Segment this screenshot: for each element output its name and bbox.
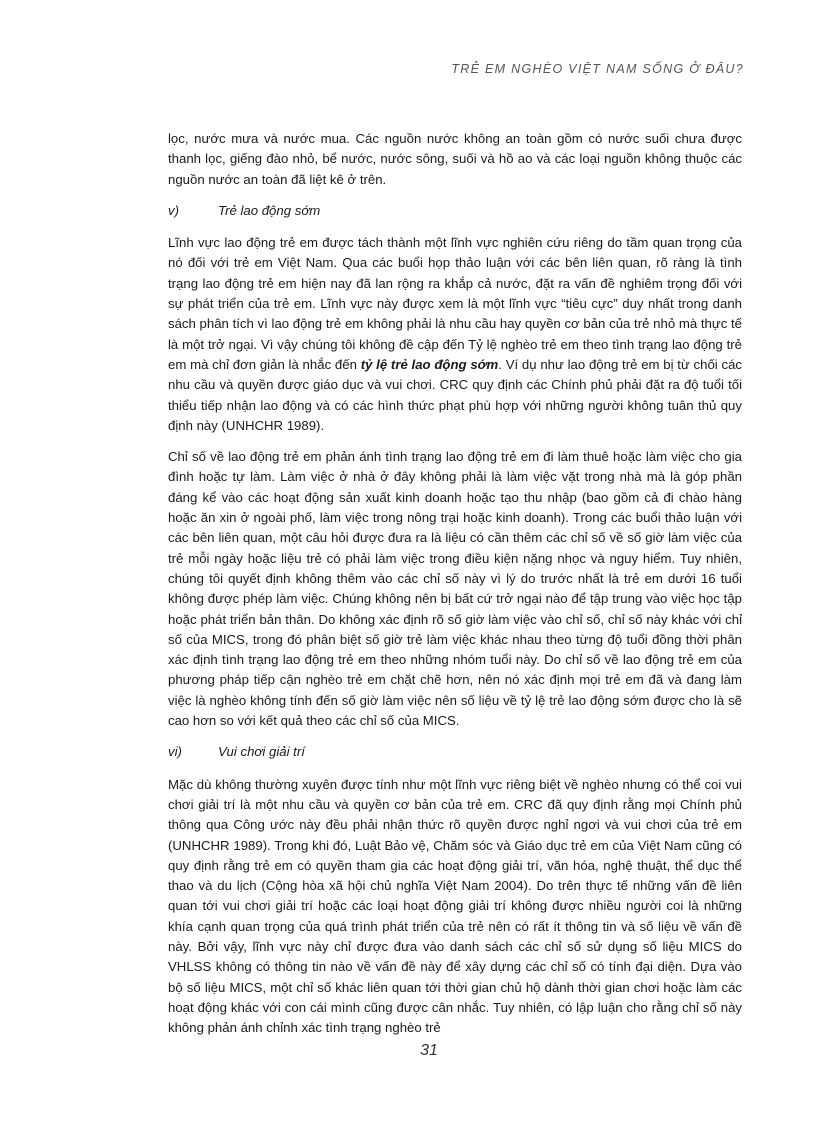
running-header: TRẺ EM NGHÈO VIỆT NAM SỐNG Ở ĐÂU? bbox=[451, 62, 744, 76]
emphasis-early-labour-rate: tỷ lệ trẻ lao động sớm bbox=[360, 356, 499, 372]
section-title: Vui chơi giải trí bbox=[218, 744, 305, 760]
page-number: 31 bbox=[420, 1042, 438, 1059]
section-heading-recreation bbox=[168, 742, 742, 762]
paragraph-text: . Ví dụ như lao động trẻ em bị từ chối các nhu cầu và quyền được giáo dục và vui chơi. CRC quy định các Chính phủ phải đặt ra độ tuổi tối thiểu tiếp nhận lao động và có các hình thức phạt phù hợp với những người không tuân thủ quy định này (UNHCHR 1989). bbox=[168, 356, 743, 433]
section-heading-child-labour bbox=[168, 201, 742, 221]
document-body bbox=[168, 129, 742, 1049]
paragraph-text: Lĩnh vực lao động trẻ em được tách thành một lĩnh vực nghiên cứu riêng do tầm quan trọng của nó đối với trẻ em Việt Nam. Qua các buổi họp thảo luận với các bên liên quan, rõ ràng là tình trạng lao động trẻ em hiện nay đã lan rộng ra khắp cả nước, đặt ra vấn đề nghiêm trọng đối với sự phát triển của trẻ em. Lĩnh vực này được xem là một lĩnh vực “tiêu cực” duy nhất trong danh sách phân tích vì lao động trẻ em không phải là nhu cầu hay quyền cơ bản của trẻ nhỏ mà thực tế là một trở ngại. Vì vậy chúng tôi không đề cập đến Tỷ lệ nghèo trẻ em theo tình trạng lao động trẻ em mà chỉ đơn giản là nhắc đến bbox=[168, 235, 742, 372]
section-number: v) bbox=[168, 202, 179, 218]
paragraph-recreation: Mặc dù không thường xuyên được tính như một lĩnh vực riêng biệt về nghèo nhưng có thể coi vui chơi giải trí là một nhu cầu và quyền cơ bản của trẻ em. CRC đã quy định rằng mọi Chính phủ thông qua Công ước này đều phải nhận thức rõ quyền được nghỉ ngơi và vui chơi của trẻ em (UNHCHR 1989). Trong khi đó, Luật Bảo vệ, Chăm sóc và Giáo dục trẻ em của Việt Nam cũng có quy định rằng trẻ em có quyền tham gia các hoạt động giải trí, văn hóa, nghệ thuật, thể dục thể thao và du lịch (Cộng hòa xã hội chủ nghĩa Việt Nam 2004). Do trên thực tế những vấn đề liên quan tới vui chơi giải trí hoặc các loại hoạt động giải trí không được nhiều người coi là những khía cạnh quan trọng của quá trình phát triển của trẻ nên có rất ít thông tin và số liệu về vấn đề này. Bởi vậy, lĩnh vực này chỉ được đưa vào danh sách các chỉ số sử dụng số liệu MICS do VHLSS không có thông tin nào về vấn đề này để xây dựng các chỉ số có tính đại diện. Dựa vào bộ số liệu MICS, một chỉ số khác liên quan tới thời gian chủ hộ dành thời gian chơi hoặc làm các hoạt động khác với con cái mình cũng được cân nhắc. Tuy nhiên, có lập luận cho rằng chỉ số này không phản ánh chỉnh xác tình trạng nghèo trẻ bbox=[168, 776, 742, 1036]
paragraph-water-sources: lọc, nước mưa và nước mua. Các nguồn nước không an toàn gồm có nước suối chưa được thanh lọc, giếng đào nhỏ, bể nước, nước sông, suối và hồ ao và các loại nguồn không thuộc các nguồn nước an toàn đã liệt kê ở trên. bbox=[168, 131, 742, 187]
paragraph-child-labour-indicator: Chỉ số về lao động trẻ em phản ánh tình trạng lao động trẻ em đi làm thuê hoặc làm việc cho gia đình hoặc tự làm. Làm việc ở nhà ở đây không phải là làm việc vặt trong nhà mà là góp phần đáng kể vào các hoạt động sản xuất kinh doanh hoặc tạo thu nhập (bao gồm cả đi chào hàng hoặc ăn xin ở ngoài phố, làm việc trong nông trại hoặc kinh doanh). Trong các buổi thảo luận với các bên liên quan, một câu hỏi được đưa ra là liệu có cần thêm các chỉ số về số giờ làm việc của trẻ mỗi ngày hoặc liệu trẻ có phải làm việc trong điều kiện nặng nhọc và nguy hiểm. Tuy nhiên, chúng tôi quyết định không thêm vào các chỉ số này vì lý do trước nhất là trẻ em dưới 16 tuổi không được phép làm việc. Chúng không nên bị bất cứ trở ngại nào để tập trung vào việc học tập hoặc phát triển bản thân. Do không xác định rõ số giờ làm việc vào chỉ số, chỉ số này khác với chỉ số của MICS, trong đó phân biệt số giờ trẻ làm việc khác nhau theo từng độ tuổi đồng thời phân xác định tình trạng lao động trẻ em theo những nhóm tuổi này. Do chỉ số về lao động trẻ em của phương pháp tiếp cận nghèo trẻ em chặt chẽ hơn, nên nó xác định mọi trẻ em đã và đang làm việc là nghèo không tính đến số giờ làm việc nên số liệu về tỷ lệ trẻ lao động sớm được cho là sẽ cao hơn so với kết quả theo các chỉ số của MICS. bbox=[168, 449, 742, 729]
section-title: Trẻ lao động sớm bbox=[218, 202, 321, 218]
section-number: vi) bbox=[168, 744, 182, 760]
paragraph-child-labour-intro bbox=[168, 233, 742, 436]
